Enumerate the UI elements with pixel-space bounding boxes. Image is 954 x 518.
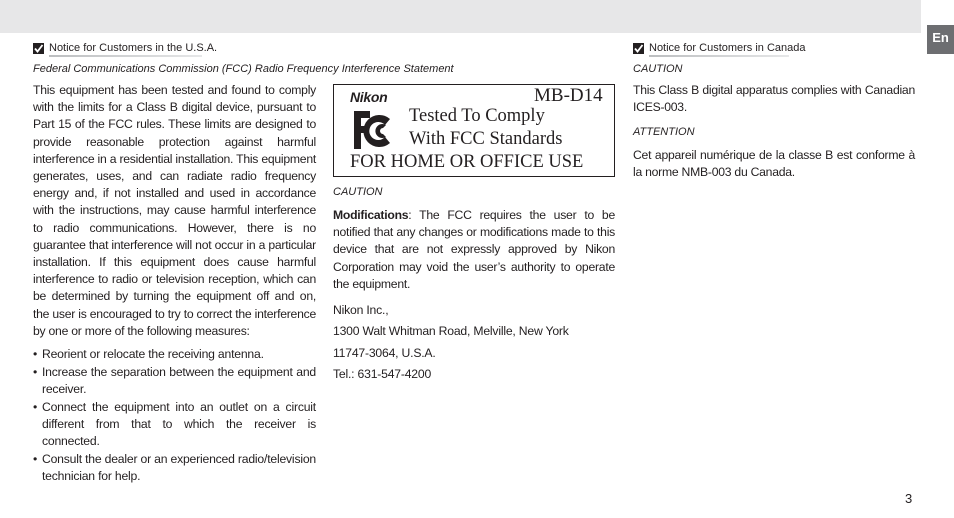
language-tab: En	[927, 25, 954, 54]
address-company: Nikon Inc.,	[333, 303, 389, 317]
list-item: • Connect the equipment into an outlet on a circuit different from that to which the receiver is connected.	[33, 399, 316, 450]
caution-title: CAUTION	[333, 186, 383, 198]
list-item: • Reorient or relocate the receiving antenna.	[33, 346, 316, 363]
caution-body: : The FCC requires the user to be notified that any changes or modifications made to this device that are not expressly approved by Nikon Corporation may void the user’s authority to operate the equipment.	[333, 208, 615, 291]
header-bar	[0, 0, 921, 33]
usa-heading-text: Notice for Customers in the U.S.A.	[49, 42, 218, 54]
fcc-line-1: Tested To Comply	[409, 106, 545, 126]
model-number: MB-D14	[534, 85, 603, 106]
fcc-subheading: Federal Communications Commission (FCC) Radio Frequency Interference Statement	[33, 63, 454, 75]
usa-heading	[33, 41, 217, 55]
canada-heading-text: Notice for Customers in Canada	[649, 42, 806, 54]
list-item: • Increase the separation between the equipment and receiver.	[33, 364, 316, 398]
heading-rule	[49, 55, 202, 57]
address-tel: Tel.: 631-547-4200	[333, 367, 432, 381]
address-street: 1300 Walt Whitman Road, Melville, New York	[333, 324, 569, 338]
page-number: 3	[905, 491, 913, 506]
canada-attention-title: ATTENTION	[633, 126, 695, 138]
nikon-logo: Nikon	[350, 89, 388, 105]
checkbox-icon	[33, 43, 44, 54]
canada-caution-text: This Class B digital apparatus complies with Canadian ICES-003.	[633, 83, 915, 115]
checkbox-icon	[633, 43, 644, 54]
address-zip: 11747-3064, U.S.A.	[333, 346, 436, 360]
heading-rule	[649, 55, 789, 57]
canada-heading	[633, 41, 806, 55]
fcc-line-2: With FCC Standards	[409, 129, 563, 149]
measures-list	[33, 346, 316, 486]
usa-body: This equipment has been tested and found to comply with the limits for a Class B digital device, pursuant to Part 15 of the FCC rules. These limits are designed to provide reasonable protection against harmful interference in a residential installation. This equipment generates, uses, and can radiate radio frequency energy and, if not installed and used in accordance with the instructions, may cause harmful interference to radio communications. However, there is no guarantee that interference will not occur in a particular installation. If this equipment does cause harmful interference to radio or television reception, which can be determined by turning the equipment off and on, the user is encouraged to try to correct the interference by one or more of the following measures:	[33, 83, 316, 338]
canada-caution-title: CAUTION	[633, 63, 683, 75]
canada-attention-text: Cet appareil numérique de la classe B est conforme à la norme NMB-003 du Canada.	[633, 148, 915, 180]
list-item: • Consult the dealer or an experienced radio/television technician for help.	[33, 451, 316, 485]
fcc-label	[333, 84, 615, 177]
fcc-logo-icon	[350, 109, 394, 156]
caution-bold-label: Modifications	[333, 208, 409, 222]
fcc-line-3: FOR HOME OR OFFICE USE	[350, 152, 584, 172]
caution-text	[333, 207, 615, 293]
